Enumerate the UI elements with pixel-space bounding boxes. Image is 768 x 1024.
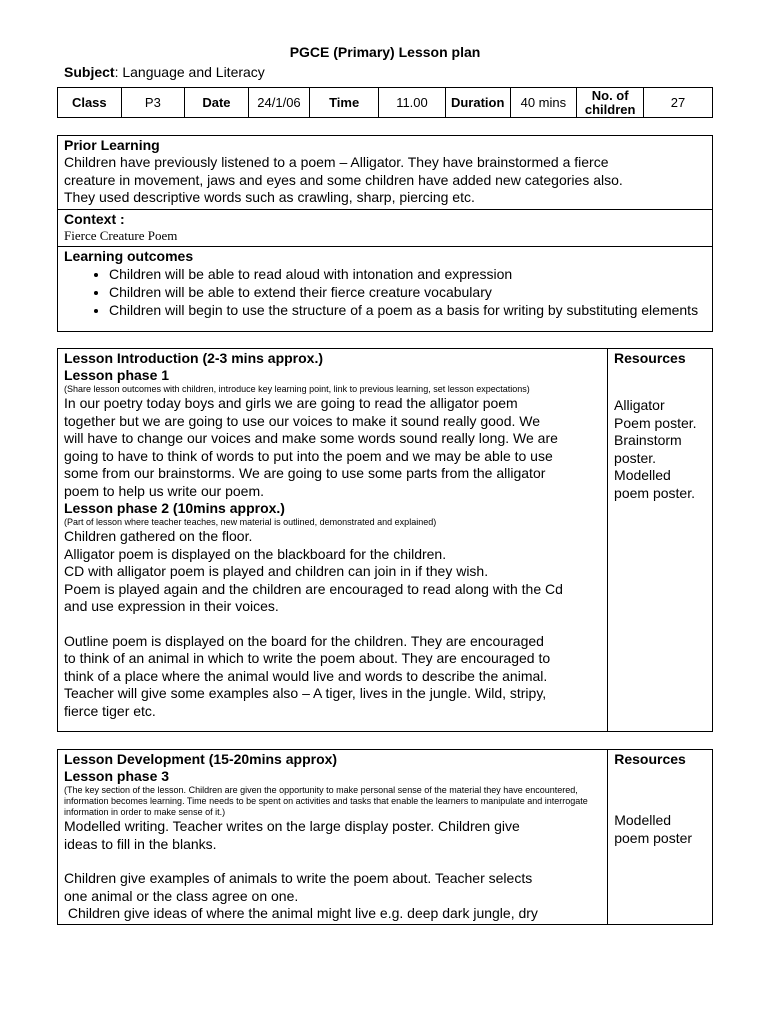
resource-line: poem poster bbox=[614, 829, 693, 846]
phase2-line: Outline poem is displayed on the board for the children. They are encouraged bbox=[64, 632, 544, 649]
lesson-phase1-note: (Share lesson outcomes with children, introduce key learning point, link to previous learning, set lesson expectations) bbox=[64, 384, 530, 394]
development-resources-cell bbox=[608, 750, 713, 925]
prior-learning-heading: Prior Learning bbox=[64, 137, 160, 153]
phase1-line: poem to help us write our poem. bbox=[64, 482, 264, 499]
learning-outcomes-section bbox=[58, 247, 712, 321]
introduction-resources-cell bbox=[608, 349, 713, 732]
phase2-line: Poem is played again and the children are encouraged to read along with the Cd bbox=[64, 580, 563, 597]
duration-value: 40 mins bbox=[510, 88, 577, 118]
learning-outcome-item: • Children will be able to extend their fierce creature vocabulary bbox=[109, 283, 706, 301]
subject-value: : Language and Literacy bbox=[114, 64, 265, 80]
resources-list bbox=[614, 812, 706, 847]
document-title: PGCE (Primary) Lesson plan bbox=[289, 44, 481, 60]
resource-line: Alligator bbox=[614, 397, 665, 413]
lesson-introduction-cell bbox=[58, 349, 608, 732]
lesson-info-table bbox=[57, 87, 713, 118]
context-text: Fierce Creature Poem bbox=[64, 227, 178, 243]
phase3-line: ideas to fill in the blanks. bbox=[64, 835, 217, 852]
prior-learning-box bbox=[57, 135, 713, 332]
phase3-line: Modelled writing. Teacher writes on the large display poster. Children give bbox=[64, 818, 520, 834]
phase2-line: and use expression in their voices. bbox=[64, 598, 279, 614]
time-value: 11.00 bbox=[379, 88, 446, 118]
resources-heading: Resources bbox=[614, 751, 686, 767]
resource-line: poem poster. bbox=[614, 484, 695, 501]
date-label: Date bbox=[185, 88, 249, 118]
resources-list bbox=[614, 397, 706, 502]
prior-learning-line: They used descriptive words such as crawling, sharp, piercing etc. bbox=[64, 189, 475, 205]
phase2-line: Children gathered on the floor. bbox=[64, 528, 253, 544]
phase1-line: together but we are going to use our voices to make it sound really good. We bbox=[64, 412, 541, 429]
phase2-line: to think of an animal in which to write the poem about. They are encouraged to bbox=[64, 650, 551, 666]
phase1-line: In our poetry today boys and girls we are going to read the alligator poem bbox=[64, 395, 518, 411]
resource-line: Modelled bbox=[614, 467, 671, 483]
learning-outcome-item: • Children will be able to read aloud with intonation and expression bbox=[109, 265, 706, 283]
children-value: 27 bbox=[644, 88, 713, 118]
phase3-line: Children give examples of animals to write the poem about. Teacher selects bbox=[64, 870, 533, 886]
phase2-line: think of a place where the animal would live and words to describe the animal. bbox=[64, 667, 548, 684]
phase2-line: Teacher will give some examples also – A tiger, lives in the jungle. Wild, stripy, bbox=[64, 685, 547, 701]
time-label: Time bbox=[310, 88, 379, 118]
children-label bbox=[577, 88, 644, 118]
paragraph-gap bbox=[64, 616, 601, 633]
lesson-phase3-heading: Lesson phase 3 bbox=[64, 768, 170, 784]
learning-outcome-item: • Children will begin to use the structure of a poem as a basis for writing by substituting elements bbox=[109, 301, 706, 319]
lesson-introduction-table bbox=[57, 348, 713, 732]
context-section bbox=[58, 210, 712, 247]
phase1-line: will have to change our voices and make some words sound really long. We are bbox=[64, 430, 558, 446]
lesson-introduction-heading: Lesson Introduction (2-3 mins approx.) bbox=[64, 350, 324, 366]
phase3-line: Children give ideas of where the animal might live e.g. deep dark jungle, dry bbox=[64, 905, 538, 921]
lesson-phase2-heading: Lesson phase 2 (10mins approx.) bbox=[64, 500, 285, 516]
learning-outcomes-list bbox=[64, 265, 706, 319]
resource-line: poster. bbox=[614, 449, 657, 466]
subject-label: Subject bbox=[64, 64, 115, 80]
lesson-development-cell bbox=[58, 750, 608, 925]
phase1-line: some from our brainstorms. We are going to use some parts from the alligator bbox=[64, 465, 546, 481]
phase3-line: one animal or the class agree on one. bbox=[64, 887, 299, 904]
phase1-line: going to have to think of words to put into the poem and we may be able to use bbox=[64, 447, 553, 464]
class-value: P3 bbox=[121, 88, 185, 118]
children-label-line2: children bbox=[584, 101, 636, 117]
prior-learning-line: Children have previously listened to a poem – Alligator. They have brainstormed a fierce bbox=[64, 154, 609, 170]
phase2-line: Alligator poem is displayed on the blackboard for the children. bbox=[64, 545, 447, 562]
resource-line: Brainstorm bbox=[614, 432, 682, 448]
phase2-line: CD with alligator poem is played and children can join in if they wish. bbox=[64, 563, 489, 579]
lesson-phase1-heading: Lesson phase 1 bbox=[64, 367, 170, 383]
learning-outcomes-heading: Learning outcomes bbox=[64, 247, 194, 264]
children-label-line1: No. of bbox=[591, 87, 629, 103]
lesson-phase3-note: (The key section of the lesson. Children are given the opportunity to make personal sense of the material they have encountered, information becomes learning. Time needs to be spent on activities and tasks that enable the learners to manipulate and interrogate information in order to make sense of it.) bbox=[64, 785, 588, 817]
lesson-development-heading: Lesson Development (15-20mins approx) bbox=[64, 751, 338, 767]
lesson-development-table bbox=[57, 749, 713, 925]
lesson-phase2-note: (Part of lesson where teacher teaches, new material is outlined, demonstrated and explained) bbox=[64, 517, 437, 527]
resource-line: Modelled bbox=[614, 812, 672, 828]
context-heading: Context : bbox=[64, 210, 125, 227]
duration-label: Duration bbox=[445, 88, 510, 118]
subject-line bbox=[64, 64, 265, 80]
class-label: Class bbox=[58, 88, 122, 118]
paragraph-gap bbox=[64, 853, 601, 870]
phase2-line: fierce tiger etc. bbox=[64, 702, 156, 719]
date-value: 24/1/06 bbox=[248, 88, 309, 118]
prior-learning-section bbox=[58, 136, 712, 210]
resource-line: Poem poster. bbox=[614, 414, 697, 431]
prior-learning-line: creature in movement, jaws and eyes and some children have added new categories also. bbox=[64, 171, 623, 188]
resources-heading: Resources bbox=[614, 350, 686, 366]
